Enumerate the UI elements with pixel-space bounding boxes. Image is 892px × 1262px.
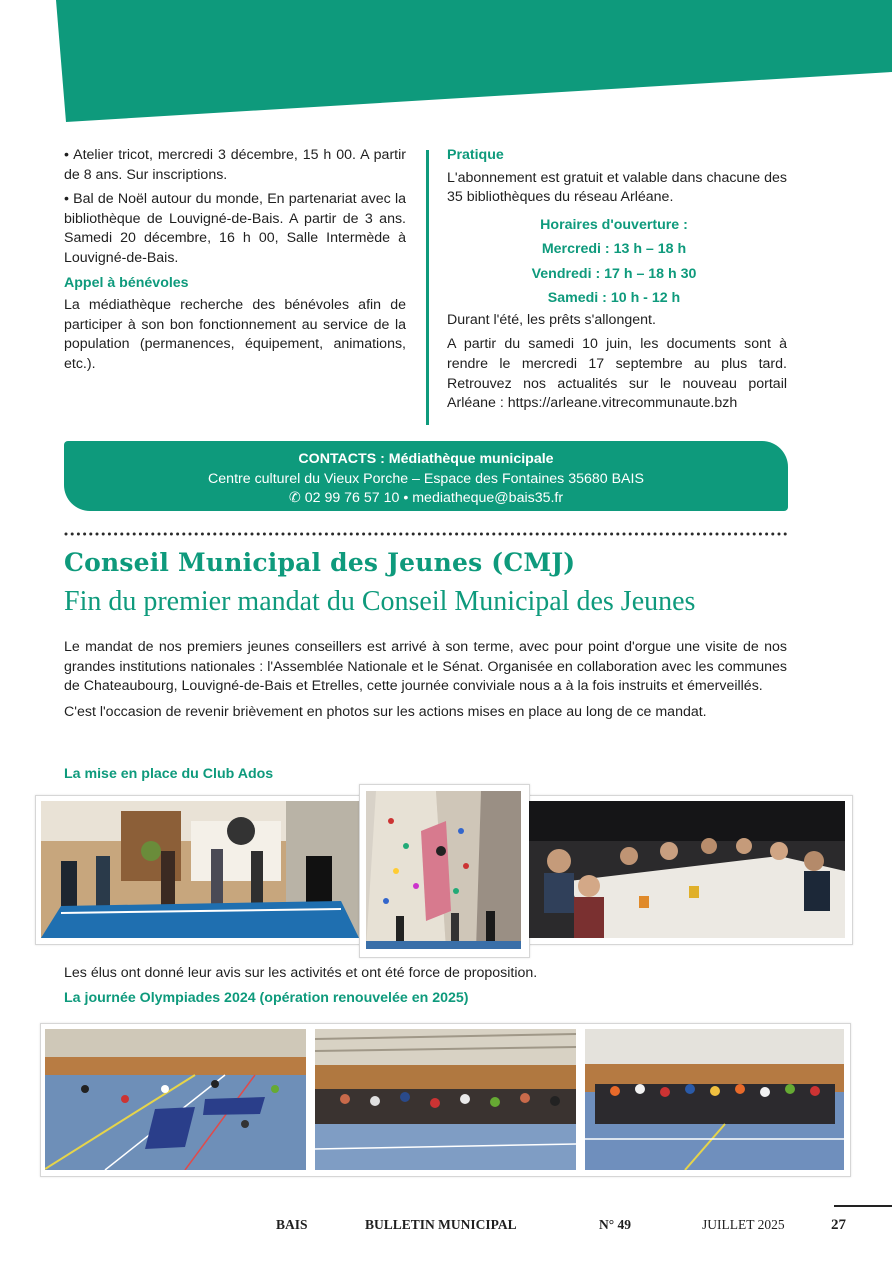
photo-gym-crowd [315, 1029, 576, 1170]
event-tricot: • Atelier tricot, mercredi 3 décembre, 15 h 00. A partir de 8 ans. Sur inscriptions. [64, 147, 406, 183]
club-ados-heading: La mise en place du Club Ados [64, 766, 274, 782]
photo-climbing-wall [366, 791, 521, 949]
contacts-address: Centre culturel du Vieux Porche – Espace des Fontaines 35680 BAIS [208, 470, 644, 487]
event-bal-noel: • Bal de Noël autour du monde, En partenariat avec la bibliothèque de Louvigné-de-Bais. A partir de 3 ans. Samedi 20 décembre, 16 h 00, Salle Intermède à Louvigné-de-Bais. [64, 191, 406, 266]
column-divider [426, 150, 429, 425]
return-text: A partir du samedi 10 juin, les documents sont à rendre le mercredi 17 septembre au plus tard. Retrouvez nos actualités sur le nouveau portail Arléane : https://arleane.vitrecommunaute.bzh [447, 336, 787, 412]
summer-text: Durant l'été, les prêts s'allongent. [447, 311, 656, 328]
top-banner [0, 0, 892, 130]
subscription-text: L'abonnement est gratuit et valable dans chacune des 35 bibliothèques du réseau Arléane. [447, 169, 787, 206]
photo-group-picture [585, 1029, 844, 1170]
contacts-title: CONTACTS : Médiathèque municipale [298, 451, 554, 467]
cmj-subtitle: Fin du premier mandat du Conseil Municipal des Jeunes [64, 586, 696, 617]
footer-town: BAIS [276, 1217, 308, 1232]
cmj-title: Conseil Municipal des Jeunes (CMJ) [64, 548, 576, 577]
opening-hours [447, 213, 787, 311]
volunteers-heading: Appel à bénévoles [64, 274, 189, 291]
hours-title: Horaires d'ouverture : [540, 216, 688, 233]
right-column [447, 146, 787, 419]
dotted-separator [64, 524, 790, 530]
photo-group-meal [529, 801, 845, 938]
contacts-box [64, 441, 788, 511]
page-number: 27 [831, 1217, 846, 1233]
cmj-intro-paragraph-1: Le mandat de nos premiers jeunes conseillers est arrivé à son terme, avec pour point d'orgue une visite de nos grandes institutions nationales : l'Assemblée Nationale et le Sénat. Organisée en collaboration avec les communes de Chateaubourg, Louvigné-de-Bais et Etrelles, cette journée conviviale nous a à la fois instruits et émerveillés. [64, 639, 787, 695]
practical-heading: Pratique [447, 147, 504, 163]
hours-saturday: Samedi : 10 h - 12 h [547, 290, 681, 307]
photo-gym-activity [45, 1029, 306, 1170]
hours-wednesday: Mercredi : 13 h – 18 h [541, 241, 687, 258]
elus-text: Les élus ont donné leur avis sur les activités et ont été force de proposition. [64, 965, 538, 981]
footer-rule [834, 1205, 892, 1207]
hours-friday: Vendredi : 17 h – 18 h 30 [531, 265, 697, 282]
photo-ping-pong [41, 801, 359, 938]
footer-publication: BULLETIN MUNICIPAL [365, 1217, 517, 1232]
olympiades-heading: La journée Olympiades 2024 (opération renouvelée en 2025) [64, 990, 469, 1006]
volunteers-text: La médiathèque recherche des bénévoles afin de participer à son bon fonctionnement au service de la population (permanences, équipement, animations, etc.). [64, 297, 406, 372]
cmj-intro [64, 638, 787, 728]
contacts-phone-email: ✆ 02 99 76 57 10 • mediatheque@bais35.fr [288, 490, 564, 506]
cmj-intro-paragraph-2: C'est l'occasion de revenir brièvement en photos sur les actions mises en place au long de ce mandat. [64, 703, 707, 720]
left-column [64, 146, 406, 380]
footer-date: JUILLET 2025 [702, 1217, 785, 1232]
footer-issue: N° 49 [599, 1217, 632, 1232]
